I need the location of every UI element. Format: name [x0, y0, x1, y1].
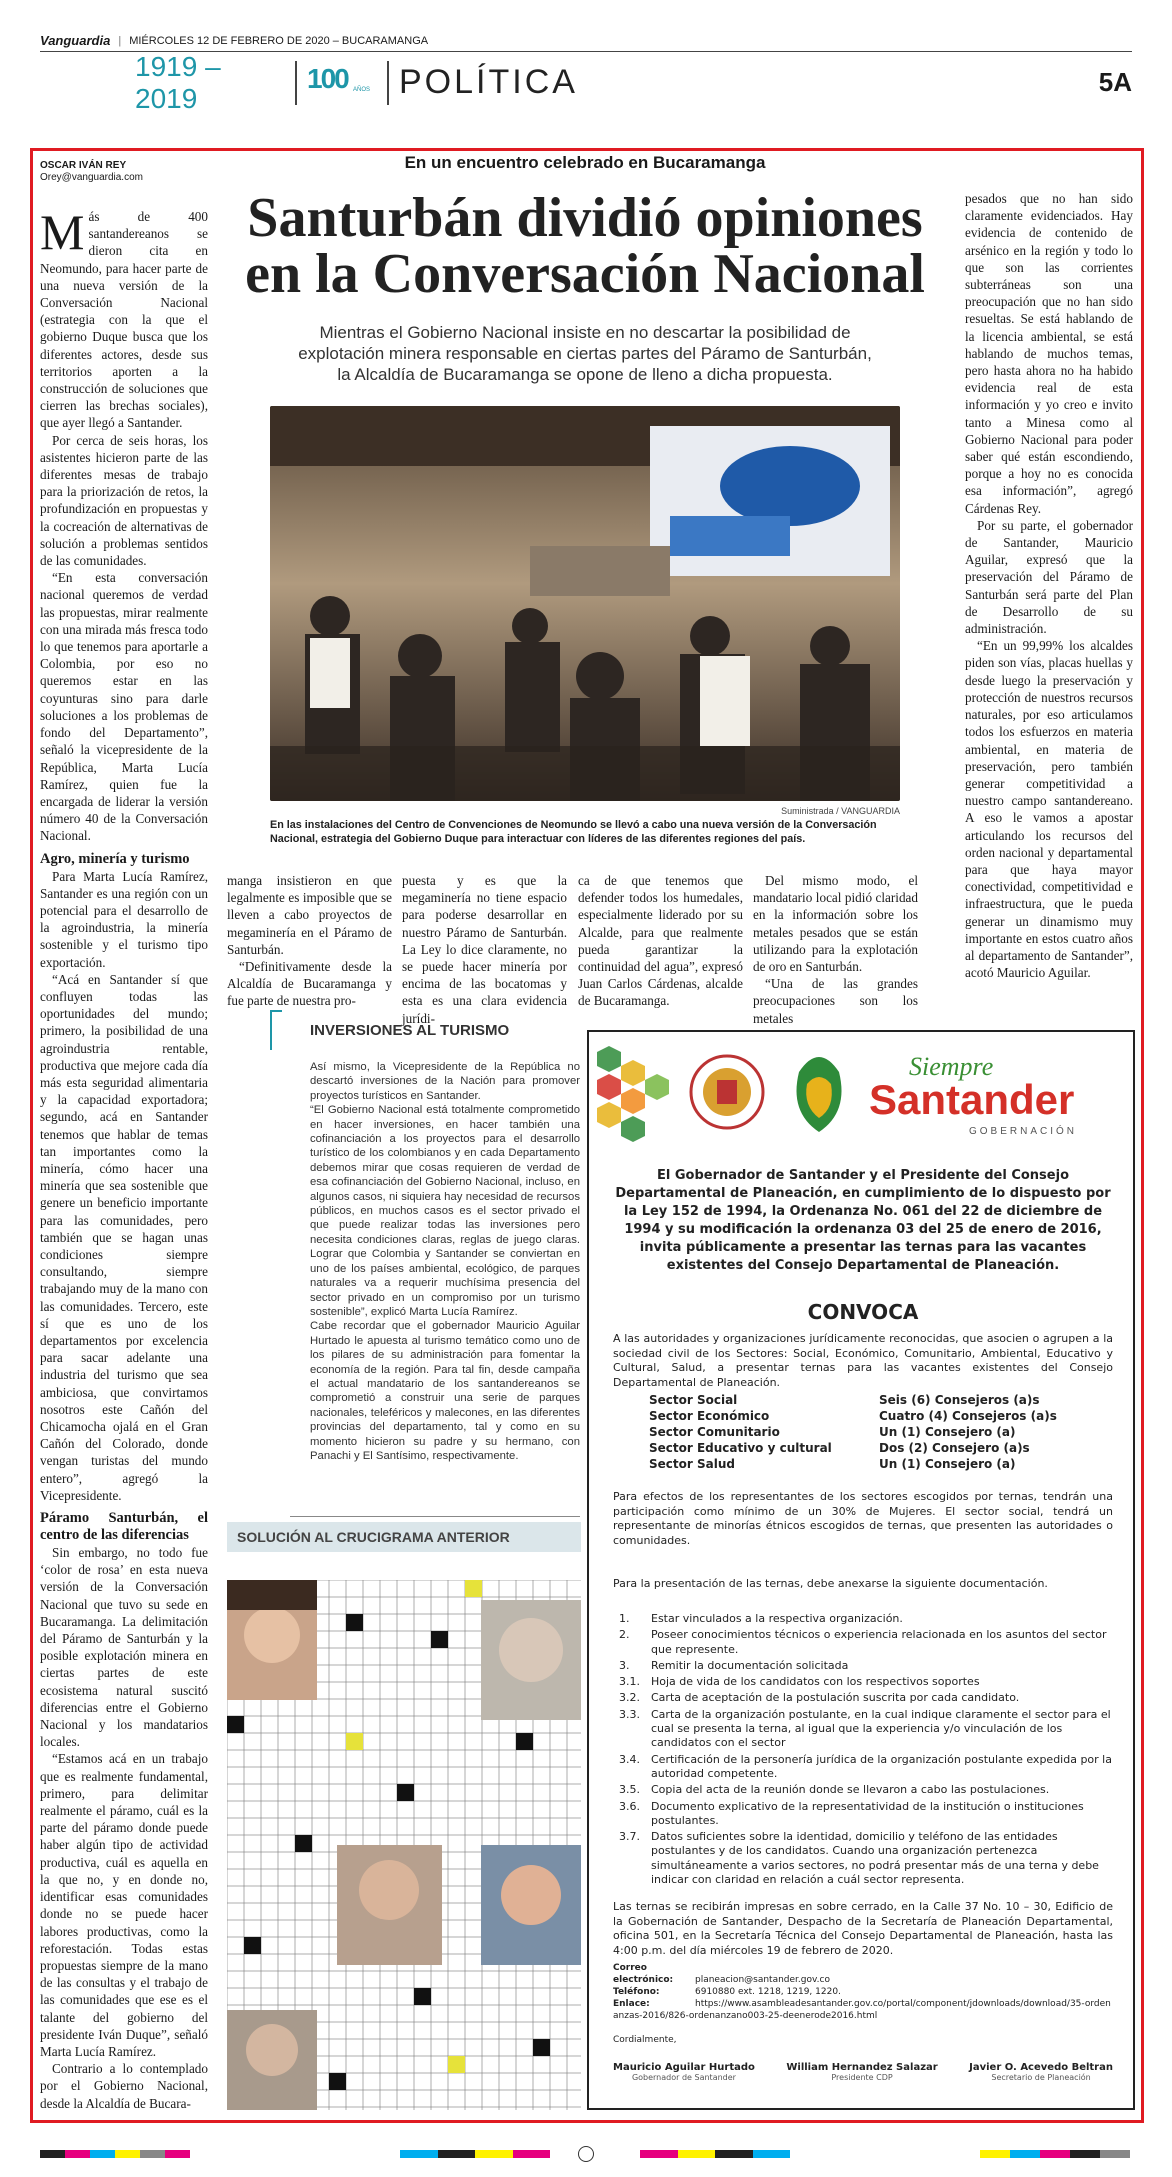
subheading: Agro, minería y turismo — [40, 850, 190, 867]
sidebar-bracket — [270, 1010, 282, 1050]
divider — [387, 61, 389, 105]
byline — [40, 160, 143, 184]
paragraph: “El Gobierno Nacional está totalmente comprometido en hacer inversiones, en hacer también una cofinanciación a los proyectos para el desarrollo turístico de los colombianos y en cada Departamento debemos mirar que cosas requieren de verdad de esa cofinanciación del Gobierno Nacional, incluso, en algunos casos, ni siquiera hay necesidad de recursos públicos, en muchos casos es el sector privado el que puede realizar todas las inversiones pero necesita condiciones claras, reglas de juego claras. Lograr que Colombia y Santander se conviertan en uno de los países ambiental, ecológico, de parques naturales va a requerir muchísima presencia del sector privado en un compromiso por un turismo sostenible”, explicó Marta Lucía Ramírez. — [310, 1104, 580, 1318]
sidebar-box — [270, 1010, 580, 1510]
paragraph: “Definitivamente desde la Alcaldía de Bucaramanga y fue parte de nuestra pro- — [227, 959, 392, 1009]
color-bar — [640, 2150, 790, 2158]
event-photo-image — [270, 406, 900, 801]
page-number: 5A — [1098, 67, 1132, 97]
article-kicker: En un encuentro celebrado en Bucaramanga — [404, 153, 766, 172]
article-headline: Santurbán dividió opiniones en la Conversación Nacional — [245, 187, 925, 305]
contact-link-row: Enlace: https://www.asambleadesantander.gov.co/portal/component/jdownloads/download/35-ordenanzas-2016/826-ordenanzano003-25-deenerode2016.html — [613, 1999, 1111, 2021]
color-bar — [400, 2150, 550, 2158]
author-name: OSCAR IVÁN REY — [40, 160, 127, 171]
registration-mark — [578, 2146, 594, 2162]
anniversary-years: 1919 – 2019 — [135, 50, 221, 114]
paragraph: “Acá en Santander sí que confluyen todas las oportunidades del mundo; primero, la posibilidad de una agroindustria rentable, productiva que mejore cada día más esta seguridad alimentaria y la capacidad exportadora; segundo, acá en Santander tenemos que hablar de temas tan importantes como la minería, cómo hacer una minería que sea sostenible que genere un beneficio importante para las comunidades, pero también que se hagan unas condiciones siempre consultando, siempre trabajando muy de la mano con las comunidades. Tercero, este sí que es uno de los departamentos por excelencia para sacar adelante una industria del turismo que sea ambiciosa, que convirtamos nosotros este Cañón del Chicamocha ojalá en el Gran Cañón del Colorado, donde vengan turistas del mundo entero”, agregó la Vicepresidente. — [40, 971, 208, 1503]
crossword-image — [227, 1580, 581, 2110]
sidebar-title: INVERSIONES AL TURISMO — [310, 1022, 510, 1039]
crossword-portrait — [227, 2010, 317, 2110]
ad-effects-text: Para efectos de los representantes de los sectores escogidos por ternas, tendrán una participación como mínimo de un 30% de Mujeres. El sector social, tendrá un representante de minorías étnicos escogidos de ternas, que presenten las autoridades o comunidades. — [613, 1490, 1113, 1547]
sector-row: Sector Social Seis (6) Consejeros (a)s — [649, 1393, 1040, 1407]
list-item: 3.1. Hoja de vida de los candidatos con los respectivos soportes — [619, 1675, 980, 1689]
event-photo — [270, 406, 900, 801]
siempre-santander-logo — [797, 1057, 842, 1132]
list-item: 3.2. Carta de aceptación de la postulación suscrita por cada candidato. — [619, 1691, 1020, 1705]
sector-row: Sector Educativo y cultural Dos (2) Consejero (a)s — [649, 1441, 1030, 1455]
ad-docs-intro: Para la presentación de las ternas, debe anexarse la siguiente documentación. — [613, 1577, 1048, 1590]
article-column-2 — [227, 872, 392, 1010]
ad-convoca-text: A las autoridades y organizaciones jurídicamente reconocidas, que asocien o agrupen a la sociedad civil de los Sectores: Social, Económico, Comunitario, Ambiental, Educativo y Cultural, Salud, a presentar ternas para las vacantes existentes del Consejo Departamental de Planeación. — [613, 1332, 1113, 1389]
photo-caption: En las instalaciones del Centro de Convenciones de Neomundo se llevó a cabo una nueva versión de la Conversación Nacional, estrategia del Gobierno Duque para interactuar con líderes de las diferentes regiones del país. — [270, 819, 877, 845]
department-seal — [691, 1056, 763, 1128]
ad-brand-top: Siempre — [909, 1052, 994, 1081]
crossword-portrait — [227, 1580, 317, 1700]
paragraph: Más de 400 santandereanos se dieron cita en Neomundo, para hacer parte de una nueva versión de la Conversación Nacional (estrategia con la que el gobierno Duque busca que los diferentes actores, desde sus territorios aporten a la construcción de soluciones que cierren las brechas sociales), que ayer llegó a Santander. — [40, 204, 208, 431]
paragraph: Por cerca de seis horas, los asistentes hicieron parte de las diferentes mesas de trabajo para la priorización de retos, la profundización en propuestas y la cocreación de alternativas de solución a problemas sentidos de las comunidades. — [40, 432, 208, 569]
list-item: 2. Poseer conocimientos técnicos o experiencia relacionada en los asuntos del sector que represente. — [619, 1628, 1107, 1656]
sectors-list — [649, 1392, 1089, 1472]
crossword-title: SOLUCIÓN AL CRUCIGRAMA ANTERIOR — [237, 1529, 510, 1545]
contact-email[interactable]: planeacion@santander.gov.co — [695, 1975, 830, 1985]
paragraph: Así mismo, la Vicepresidente de la República no descartó inversiones de la Nación para promover proyectos turísticos en Santander. — [310, 1061, 580, 1102]
paragraph: ca de que tenemos que defender todos los humedales, especialmente liderado por su Alcalde, para que realmente pueda garantizar la continuidad del agua”, expresó Juan Carlos Cárdenas, alcalde de Bucaramanga. — [578, 873, 743, 1009]
list-item: 3.6. Documento explicativo de la representatividad de la institución o instituciones postulantes. — [619, 1799, 1084, 1827]
sidebar-rule — [290, 1516, 580, 1517]
ad-contact — [613, 1962, 1113, 2046]
paragraph: puesta y es que la megaminería no tiene espacio para poderse desarrollar en nuestro Páramo de Santurbán. La Ley lo dice claramente, no se puede hacer minería por encima de las bocatomas y esta es una clara evidencia jurídi- — [402, 873, 567, 1026]
ad-logo-row — [589, 1032, 1133, 1152]
paragraph: Del mismo modo, el mandatario local pidió claridad en la información sobre los metales pesados que se están utilizando para la explotación de oro en Santurbán. — [753, 873, 918, 975]
sector-row: Sector Económico Cuatro (4) Consejeros (a)s — [649, 1409, 1057, 1423]
contact-link[interactable]: https://www.asambleadesantander.gov.co/portal/component/jdownloads/download/35-ordenanzas-2016/826-ordenanzano003-25-deenerode2016.html — [613, 1999, 1111, 2021]
dropcap: M — [40, 204, 85, 260]
governor-advertisement — [587, 1030, 1135, 2110]
paragraph: pesados que no han sido claramente evidenciados. Hay evidencia de contenido de arsénico en la región y todo lo que son las corrientes subterráneas son una preocupación que no han sido resueltas. Se está hablando de la licencia ambiental, se está hablando de muchos temas, pero hasta ahora no ha habido evidencia real de esta información y yo creo e invito tanto a Minesa como al Gobierno Nacional para poder saber qué están escondiendo, porque a hoy no es conocida esa información”, agregó Cárdenas Rey. — [965, 191, 1133, 516]
paragraph: Cabe recordar que el gobernador Mauricio Aguilar Hurtado le apuesta al turismo temático como uno de los pilares de su administración para fomentar la economía de la región. Para tal fin, desde campaña el actual mandatario de los santandereanos se comprometió a construir una serie de parques nacionales, teleféricos y malecones, en las diferentes provincias del departamento, tal y como en su momento hicieron su padre y su hermano, con Panachi y El Santísimo, respectivamente. — [310, 1320, 580, 1462]
photo-credit: Suministrada / VANGUARDIA — [781, 806, 900, 816]
subheading: Páramo Santurbán, el centro de las diferencias — [40, 1510, 208, 1544]
article-column-3 — [402, 872, 567, 1027]
ad-brand-sub: GOBERNACIÓN — [969, 1126, 1078, 1137]
ad-closing-text: Las ternas se recibirán impresas en sobre cerrado, en la Calle 37 No. 10 – 30, Edificio de la Gobernación de Santander, Despacho de la Secretaría de Planeación Departamental, oficina 501, en la Secretaría Técnica del Consejo Departamental de Planeación, hasta las 4:00 p.m. del día miércoles 19 de febrero de 2020. — [613, 1900, 1113, 1957]
paragraph: Por su parte, el gobernador de Santander, Mauricio Aguilar, expresó que la preservación del Páramo de Santurbán será parte del Plan de Desarrollo de su administración. — [965, 517, 1133, 637]
crossword-portrait — [481, 1845, 581, 1965]
article-column-5 — [753, 872, 918, 1027]
list-item: 3. Remitir la documentación solicitada — [619, 1658, 849, 1672]
author-email: Orey@vanguardia.com — [40, 172, 143, 183]
section-header — [40, 50, 1132, 114]
anniversary-logo-sub: AÑOS — [353, 86, 371, 93]
crossword-portrait — [337, 1845, 442, 1965]
list-item: 1. Estar vinculados a la respectiva organización. — [619, 1612, 903, 1625]
sector-row: Sector Salud Un (1) Consejero (a) — [649, 1457, 1016, 1471]
sidebar-text — [310, 1060, 580, 1463]
article-column-1 — [40, 204, 208, 2112]
list-item: 3.7. Datos suficientes sobre la identidad, domicilio y teléfono de las entidades postulantes y de los candidatos. Cuando una organización pertenezca simultáneamente a varios sectores, no podrá presentar más de una terna y debe indicar con claridad en relación a cuál sector representa. — [619, 1830, 1099, 1887]
paragraph: Contrario a lo contemplado por el Gobierno Nacional, desde la Alcaldía de Bucara- — [40, 2061, 208, 2111]
anniversary-logo — [307, 63, 377, 103]
list-item: 3.3. Carta de la organización postulante, en la cual indique claramente el sector para el cual se presenta la terna, al igual que la experiencia y/o vinculación de los candidatos con el sector — [619, 1707, 1111, 1750]
color-bar — [40, 2150, 190, 2158]
list-item: 3.5. Copia del acta de la reunión donde se llevaron a cabo las postulaciones. — [619, 1783, 1050, 1797]
signer: Javier O. Acevedo Beltran Secretario de Planeación — [969, 2062, 1113, 2082]
documents-list — [619, 1612, 1119, 1889]
sector-row: Sector Comunitario Un (1) Consejero (a) — [649, 1425, 1016, 1439]
contact-phone: 6910880 ext. 1218, 1219, 1220. — [695, 1987, 841, 1997]
contact-email-row: Correo electrónico: planeacion@santander.gov.co — [613, 1963, 830, 1985]
contact-phone-row: Teléfono: 6910880 ext. 1218, 1219, 1220. — [613, 1987, 841, 1997]
section-title: POLÍTICA — [399, 63, 578, 101]
article-column-6 — [965, 190, 1133, 981]
paragraph: “Una de las grandes preocupaciones son los metales — [753, 976, 918, 1026]
paragraph: “En esta conversación nacional queremos de verdad las propuestas, mirar realmente con una mirada más fresca todo lo que tenemos para aportarle a Colombia, por eso no queremos estar en las coyunturas sino para darle soluciones a los problemas de fondo del Departamento”, señaló la vicepresidente de la República, Marta Lucía Ramírez, quien fue la encargada de liderar la versión número 40 de la Conversación Nacional. — [40, 570, 208, 844]
ad-intro: El Gobernador de Santander y el Presidente del Consejo Departamental de Planeación, en cumplimiento de lo dispuesto por la Ley 152 de 1994, la Ordenanza No. 061 del 22 de diciembre de 1994 y su modificación la ordenanza 03 del 25 de enero de 2016, invita públicamente a presentar las ternas para las vacantes existentes del Consejo Departamental de Planeación. — [615, 1168, 1111, 1273]
regards: Cordialmente, — [613, 2035, 677, 2045]
issue-date: MIÉRCOLES 12 DE FEBRERO DE 2020 – BUCARAMANGA — [129, 34, 429, 47]
crossword-header — [227, 1522, 581, 1552]
paragraph: Para Marta Lucía Ramírez, Santander es una región con un potencial para el desarrollo de la agroindustria, la minería sostenible y el turismo tipo exportación. — [40, 868, 208, 970]
paragraph: manga insistieron en que legalmente es imposible que se lleven a cabo proyectos de megaminería en el Páramo de Santurbán. — [227, 873, 392, 957]
paragraph: “Estamos acá en un trabajo que es realmente fundamental, primero, para delimitar realmente el páramo, cuál es la parte del páramo donde puede haber algún tipo de actividad productiva, cuál es aquella en la que no, y en donde no, identificar esas comunidades donde no se puede hacer labores productivas, como la reforestación. Todas estas propuestas siempre de la mano de las consultas y el trabajo de las comunidades que ese es el talante del gobierno del presidente Iván Duque”, señaló Marta Lucía Ramírez. — [40, 1751, 208, 2059]
signer: Mauricio Aguilar Hurtado Gobernador de Santander — [613, 2062, 755, 2082]
anniversary-logo-number: 100 — [307, 62, 348, 94]
signers — [613, 2062, 1113, 2082]
ad-convoca-title: CONVOCA — [807, 1300, 919, 1324]
crossword-grid — [227, 1580, 581, 2110]
divider — [295, 61, 297, 105]
article-deck: Mientras el Gobierno Nacional insiste en no descartar la posibilidad de explotación minera responsable en ciertas partes del Páramo de Santurbán, la Alcaldía de Bucaramanga se opone de lleno a dicha propuesta. — [298, 323, 872, 384]
color-bar — [980, 2150, 1130, 2158]
ad-brand-main: Santander — [869, 1076, 1075, 1123]
masthead-brand: Vanguardia — [40, 33, 111, 48]
paragraph: “En un 99,99% los alcaldes piden son vías, placas huellas y desde luego la preservación y protección de nuestros recursos naturales, por eso articulamos todos los esfuerzos en materia ambiental, en materia de preservación, pero también generar competitividad a nuestro campo santandereano. A eso le vamos a apostar articulando los recursos del orden nacional y departamental para que haya mayor conectividad, competitividad e infraestructura, que le pueda generar un dinamismo muy importante en estos cuatro años al departamento de Santander”, acotó Mauricio Aguilar. — [965, 638, 1133, 981]
crossword-portrait — [481, 1600, 581, 1720]
top-bar — [40, 30, 1132, 52]
separator: | — [118, 34, 122, 47]
signer: William Hernandez Salazar Presidente CDP — [786, 2062, 938, 2082]
article-column-4 — [578, 872, 743, 1010]
paragraph: Sin embargo, no todo fue ‘color de rosa’ en esta nueva versión de la Conversación Nacional que tuvo su sede en Bucaramanga. La delimitación del Páramo de Santurbán y la posible explotación minera en ciertas partes de este ecosistema natural suscitó diferencias entre el Gobierno Nacional y los mandatarios locales. — [40, 1545, 208, 1750]
list-item: 3.4. Certificación de la personería jurídica de la organización postulante expedida por la autoridad competente. — [619, 1752, 1112, 1780]
